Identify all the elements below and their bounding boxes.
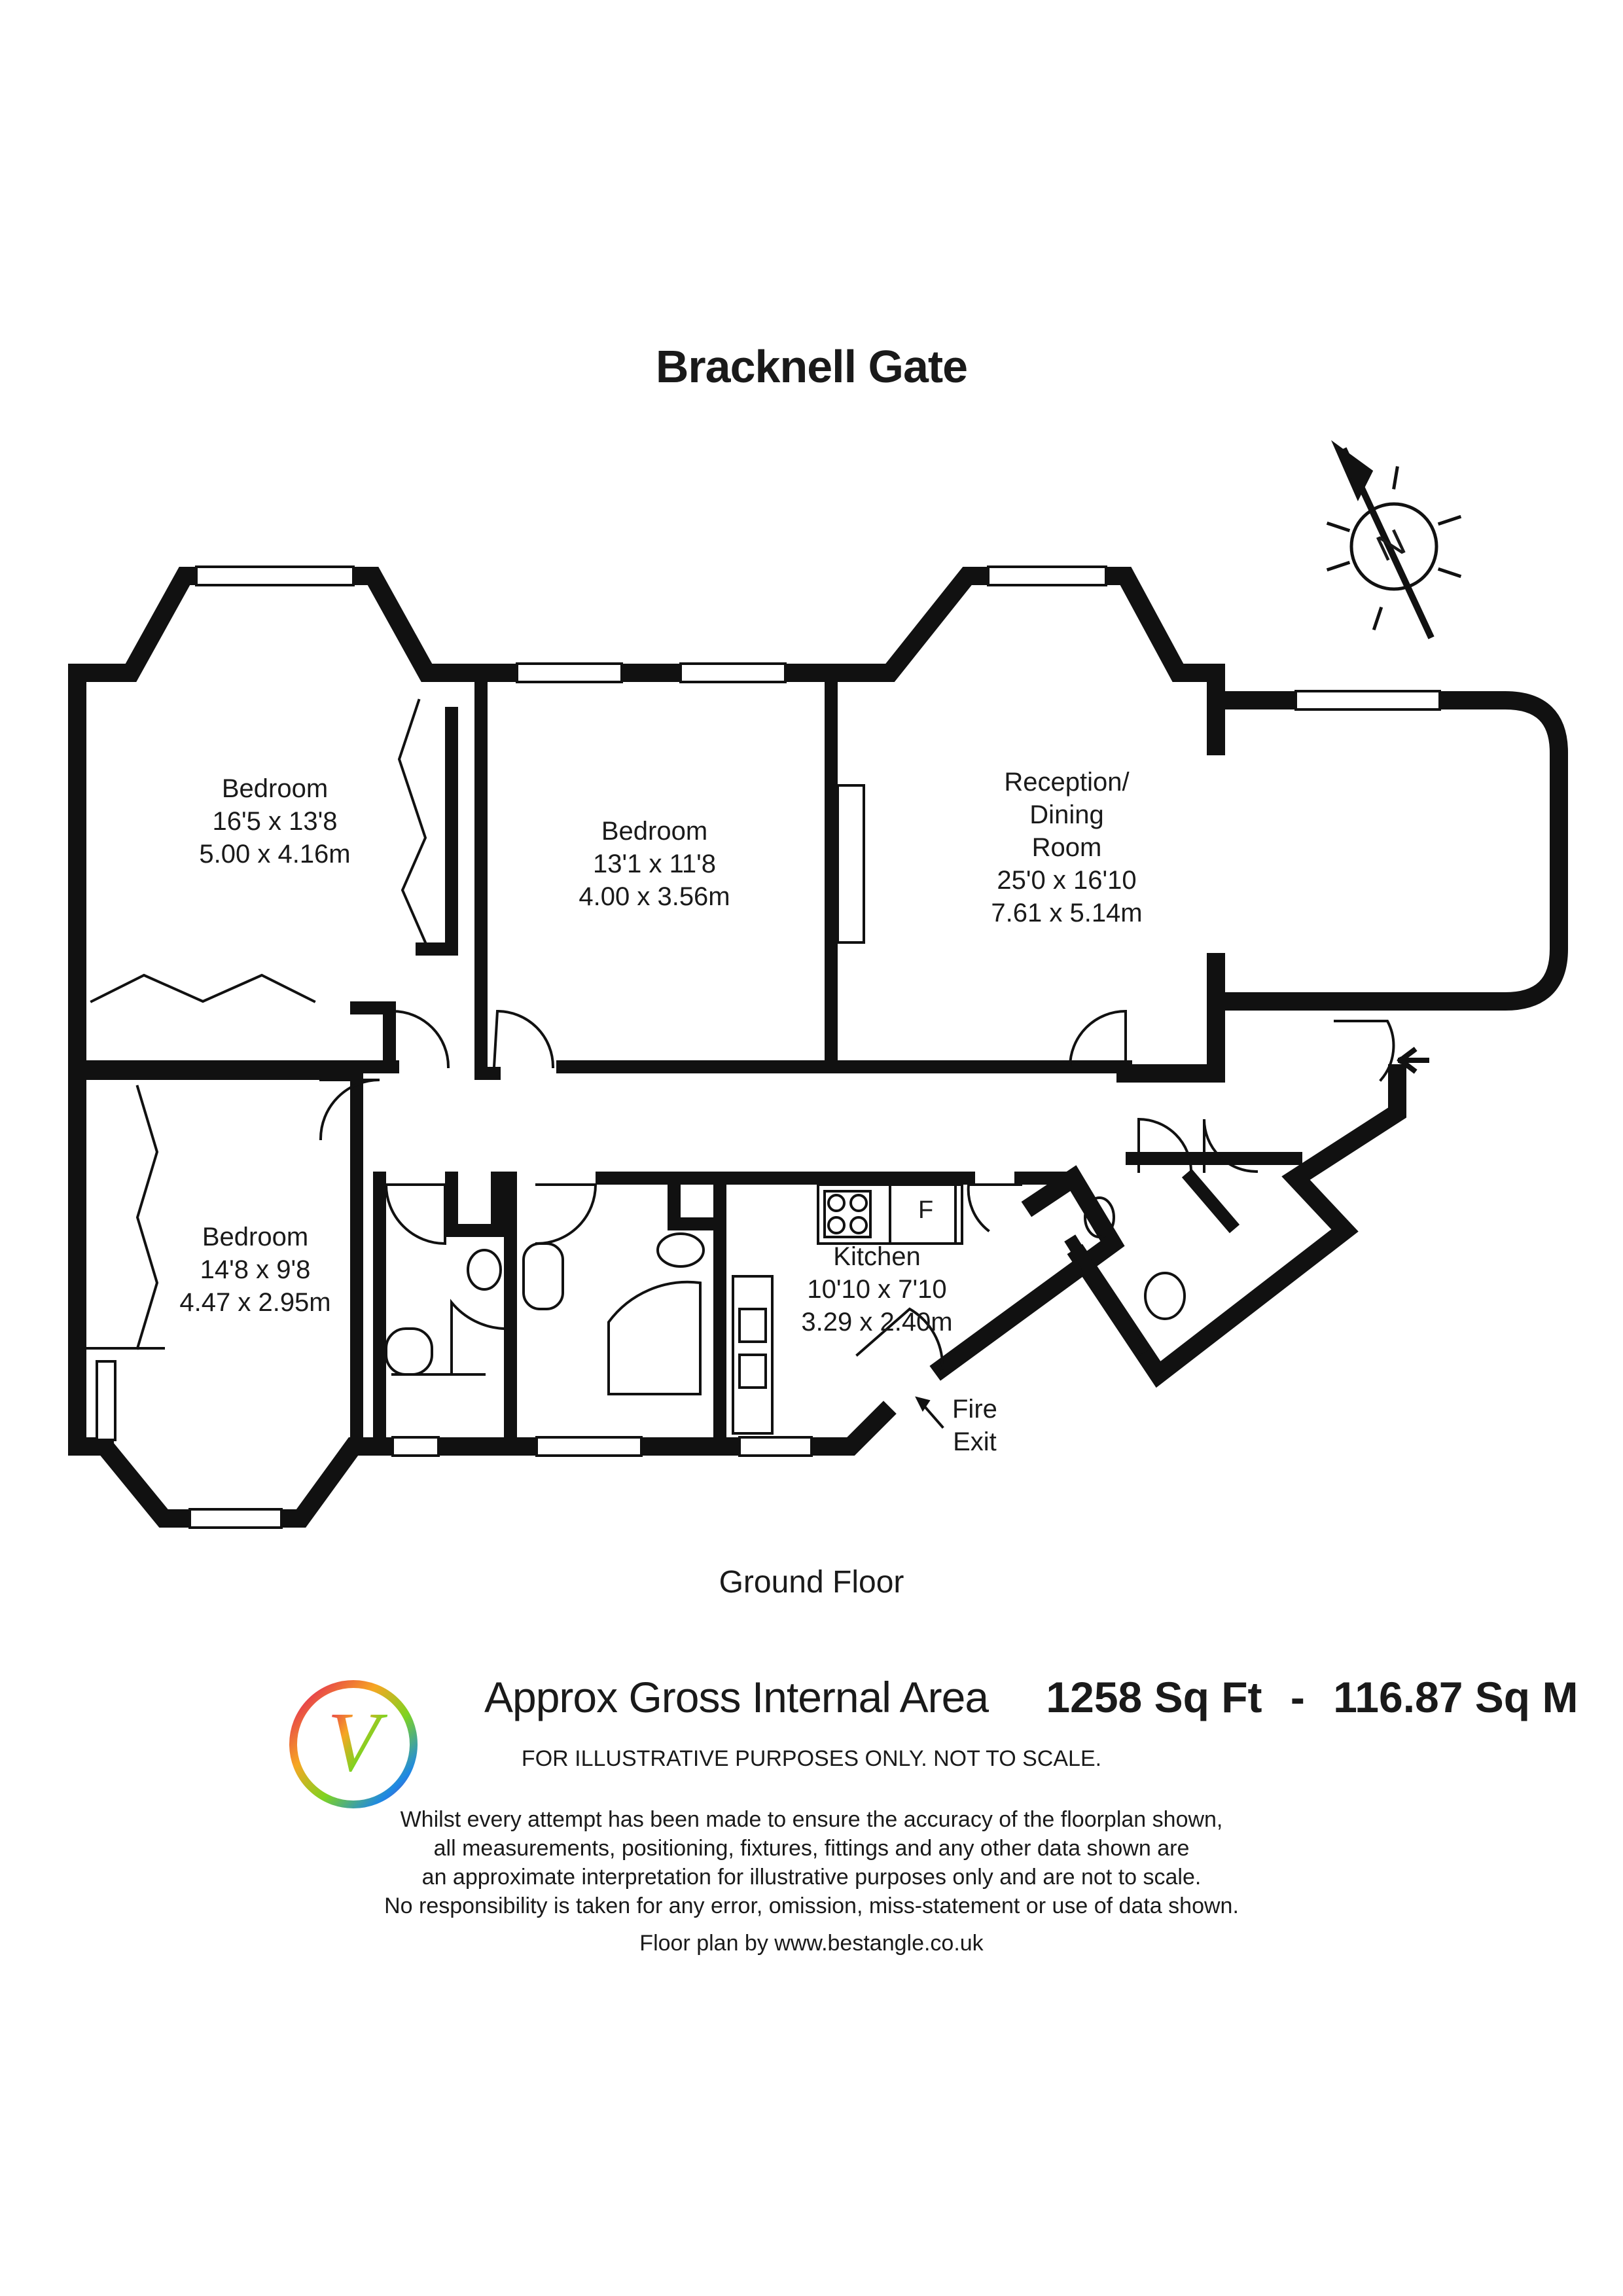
- area-sq-ft: 1258 Sq Ft: [1046, 1673, 1262, 1721]
- disclaimer-line: No responsibility is taken for any error, omission, miss-statement or use of data shown.: [384, 1893, 1239, 1918]
- room-name: Kitchen: [833, 1242, 921, 1271]
- room-size-imperial: 13'1 x 11'8: [592, 850, 716, 878]
- illustrative-notice: FOR ILLUSTRATIVE PURPOSES ONLY. NOT TO SCALE.: [521, 1746, 1102, 1771]
- disclaimer-line: an approximate interpretation for illustrative purposes only and are not to scale.: [421, 1865, 1202, 1890]
- logo-icon: [281, 1672, 425, 1816]
- room-name-line-3: Room: [1031, 833, 1102, 862]
- room-name-line-2: Dining: [1029, 800, 1104, 829]
- plan-title: Bracknell Gate: [655, 341, 968, 392]
- floor-label: Ground Floor: [719, 1565, 904, 1600]
- fire-exit-line-1: Fire: [952, 1395, 997, 1424]
- room-size-metric: 3.29 x 2.40m: [801, 1308, 953, 1336]
- disclaimer: [0, 1805, 1623, 1920]
- room-size-imperial: 16'5 x 13'8: [212, 807, 338, 836]
- gross-area: [484, 1672, 1578, 1722]
- room-size-metric: 4.47 x 2.95m: [179, 1288, 331, 1317]
- room-size-metric: 5.00 x 4.16m: [199, 840, 351, 869]
- room-size-metric: 7.61 x 5.14m: [991, 899, 1143, 927]
- room-bedroom-1: [170, 772, 380, 870]
- disclaimer-line: all measurements, positioning, fixtures, fittings and any other data shown are: [433, 1836, 1190, 1861]
- area-sq-m: 116.87 Sq M: [1333, 1673, 1578, 1721]
- fire-exit-label: [952, 1393, 997, 1458]
- room-name-line-1: Reception/: [1004, 768, 1130, 797]
- credit-line: Floor plan by www.bestangle.co.uk: [639, 1931, 984, 1956]
- room-reception-dining: [962, 766, 1171, 929]
- room-name: Bedroom: [221, 774, 329, 803]
- logo-letter: V: [327, 1695, 380, 1789]
- room-bedroom-3: [151, 1221, 360, 1319]
- room-name: Bedroom: [202, 1223, 309, 1251]
- room-kitchen: [772, 1240, 982, 1338]
- room-size-imperial: 14'8 x 9'8: [200, 1255, 311, 1284]
- room-size-imperial: 10'10 x 7'10: [807, 1275, 947, 1304]
- disclaimer-line: Whilst every attempt has been made to ensure the accuracy of the floorplan shown,: [400, 1807, 1223, 1832]
- room-size-metric: 4.00 x 3.56m: [579, 882, 730, 911]
- room-bedroom-2: [550, 815, 759, 913]
- compass-north-letter: N: [1370, 520, 1412, 569]
- area-separator: -: [1290, 1673, 1305, 1721]
- area-label: Approx Gross Internal Area: [484, 1673, 989, 1721]
- room-name: Bedroom: [601, 817, 708, 846]
- fridge-label: F: [918, 1196, 934, 1224]
- windows: [97, 567, 1440, 1528]
- room-size-imperial: 25'0 x 16'10: [997, 866, 1137, 895]
- fire-exit-line-2: Exit: [953, 1427, 997, 1456]
- outer-walls: [77, 576, 1559, 1518]
